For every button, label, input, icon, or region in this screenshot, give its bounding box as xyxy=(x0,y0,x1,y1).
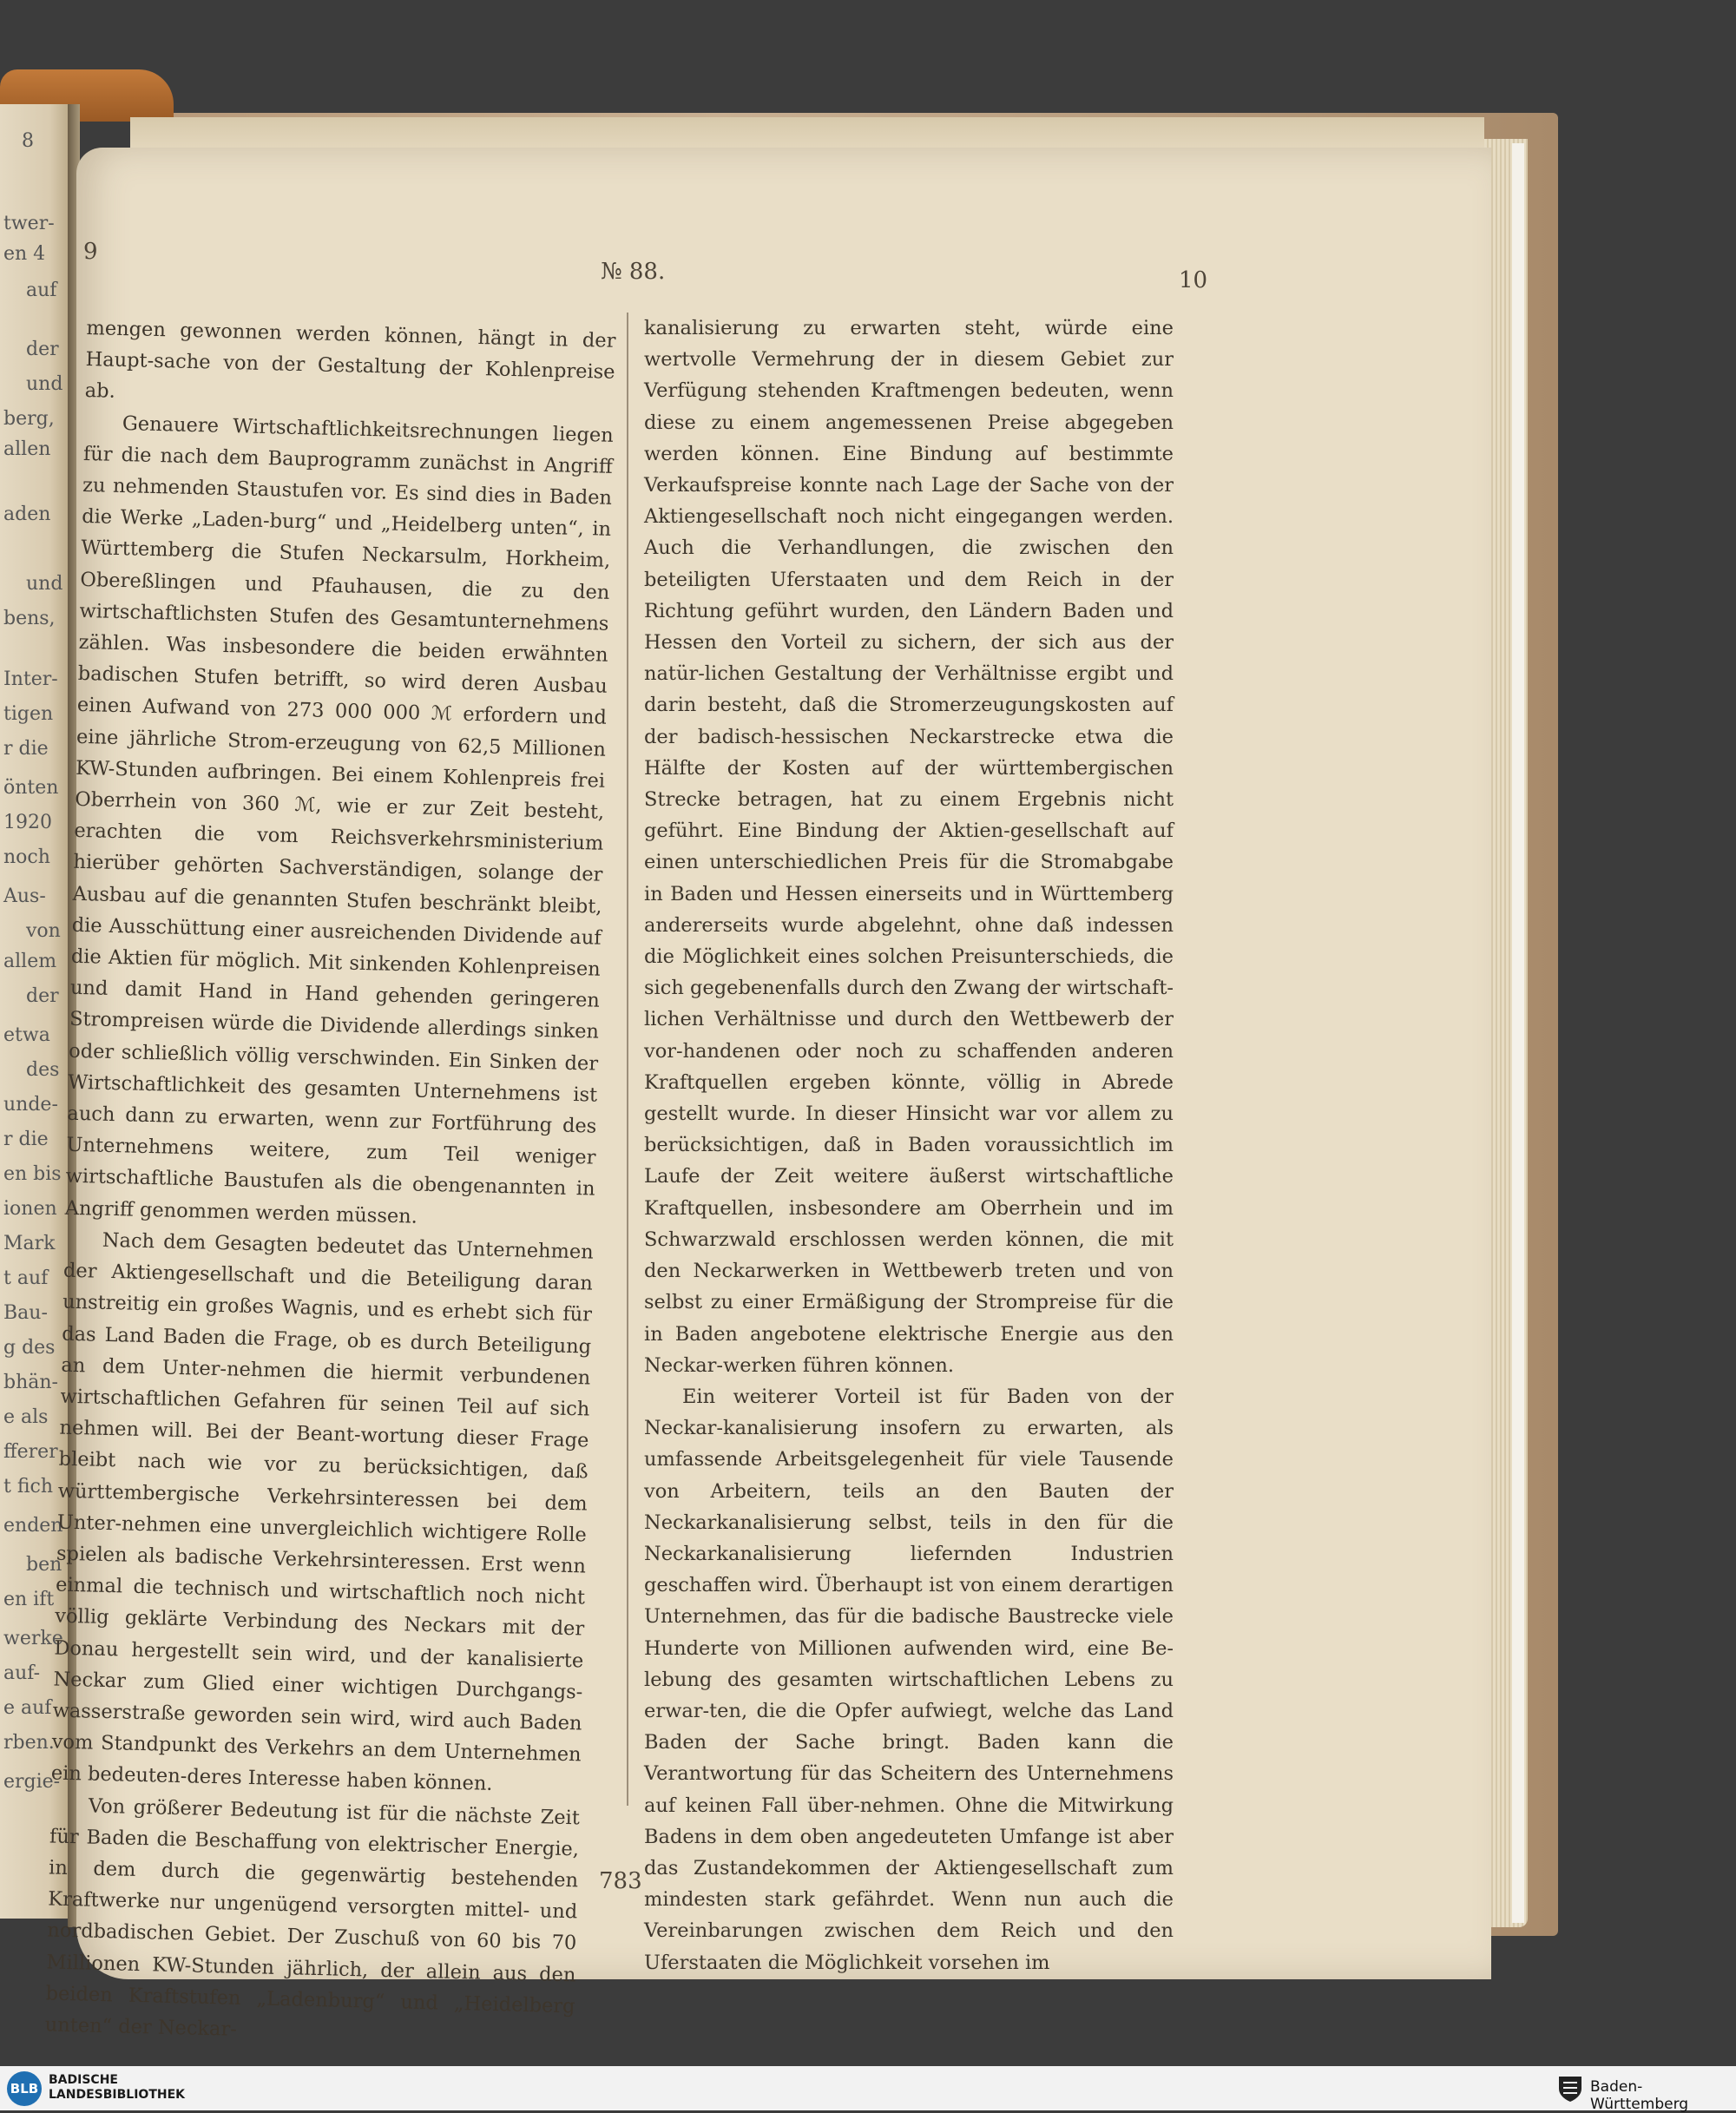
left-page-text-fragment: Aus- xyxy=(3,885,46,907)
left-page-text-fragment: werke xyxy=(3,1628,63,1649)
left-page-text-fragment: Bau- xyxy=(3,1302,48,1324)
left-page-text-fragment: en bis xyxy=(3,1163,62,1185)
left-page-text-fragment: r die xyxy=(3,1129,49,1150)
left-page-text-fragment: Inter- xyxy=(3,668,58,690)
left-page-text-fragment: e auf xyxy=(3,1697,52,1719)
library-banner xyxy=(0,2066,1736,2113)
document-number: № 88. xyxy=(601,259,666,285)
text-column-right xyxy=(644,313,1174,1978)
left-page-text-fragment: önten xyxy=(3,777,59,799)
left-page-text-fragment: der xyxy=(26,339,59,360)
left-page-text-fragment: auf- xyxy=(3,1662,41,1684)
left-page-text-fragment: r die xyxy=(3,738,49,760)
paragraph: mengen gewonnen werden können, hängt in der Haupt-sache von der Gestaltung der Kohlenpreise ab. xyxy=(84,316,616,404)
blb-name-line2: LANDESBIBLIOTHEK xyxy=(49,2088,186,2102)
left-page-text-fragment: en 4 xyxy=(3,243,46,265)
blb-logo[interactable]: BLB xyxy=(7,2071,42,2106)
left-page-text-fragment: tigen xyxy=(3,703,54,725)
left-page-text-fragment: allem xyxy=(3,951,57,972)
text-column-left xyxy=(44,313,615,2053)
left-page-text-fragment: etwa xyxy=(3,1024,50,1046)
left-page-text-fragment: auf xyxy=(26,280,57,301)
left-page-text-fragment: allen xyxy=(3,438,51,460)
page-footer-number: 783 xyxy=(599,1868,642,1894)
left-page-text-fragment: t auf xyxy=(3,1267,49,1289)
left-page-text-fragment: bens, xyxy=(3,608,56,629)
blb-name[interactable] xyxy=(49,2073,185,2103)
left-page-text-fragment: der xyxy=(26,985,59,1007)
baden-wuerttemberg-label[interactable]: Baden-Württemberg xyxy=(1590,2078,1689,2113)
paragraph: Nach dem Gesagten bedeutet das Unternehmen der Aktiengesellschaft und die Beteiligung daran unstreitig ein großes Wagnis, und es erhebt sich für das Land Baden die Frage, ob es durch Beteiligung an dem Unter-nehmen die hiermit verbundenen wirtschaftlichen Gefahren für seinen Teil auf sich nehmen will. Bei der Beant-wortung dieser Frage bleibt nach wie vor zu berücksichtigen, daß württembergische Verkehrsinteressen bei dem Unter-nehmen eine unvergleichlich wichtigere Rolle spielen als badische Verkehrsinteressen. Erst wenn einmal die technisch und wirtschaftlich noch nicht völlig geklärte Verbindung des Neckars mit der Donau hergestellt sein wird, und der kanalisierte Neckar zum Glied einer wichtigen Durchgangs-wasserstraße geworden sein wird, wird auch Baden vom Standpunkt des Verkehrs an dem Unternehmen ein bedeuten-deres Interesse haben können. xyxy=(50,1228,595,1796)
left-page-text-fragment: twer- xyxy=(3,213,55,234)
left-page-text-fragment: von xyxy=(26,920,61,942)
left-page-text-fragment: rben. xyxy=(3,1732,55,1754)
left-page-text-fragment: noch xyxy=(3,846,50,868)
left-page-text-fragment: 1920 xyxy=(3,812,52,833)
page-edge-strip xyxy=(1512,143,1524,1923)
left-page-text-fragment: des xyxy=(26,1059,60,1081)
page-number-left: 9 xyxy=(83,239,98,265)
left-page-text-fragment: g des xyxy=(3,1337,56,1359)
left-page-text-fragment: berg, xyxy=(3,408,55,430)
left-page-text-fragment: und xyxy=(26,573,63,595)
left-page-text-fragment: ionen xyxy=(3,1198,57,1220)
left-page-text-fragment: aden xyxy=(3,504,51,525)
column-divider xyxy=(627,313,628,1806)
left-page-text-fragment: unde- xyxy=(3,1094,58,1116)
left-page-text-fragment: 8 xyxy=(22,130,34,152)
left-page-text-fragment: e als xyxy=(3,1406,49,1428)
paragraph: Von größerer Bedeutung ist für die nächste Zeit für Baden die Beschaffung von elektrischer Energie, in dem durch die gegenwärtig bestehenden Kraftwerke nur ungenügend versorgten mittel- und nordbadischen Gebiet. Der Zuschuß von 60 bis 70 Millionen KW-Stunden jährlich, der allein aus den beiden Kraftstufen „Ladenburg“ und „Heidelberg unten“ der Neckar- xyxy=(44,1794,581,2041)
left-page-text-fragment: enden xyxy=(3,1515,63,1537)
left-page-text-fragment: bhän- xyxy=(3,1372,58,1393)
left-page-text-fragment: und xyxy=(26,373,63,395)
blb-name-line1: BADISCHE xyxy=(49,2073,118,2087)
paragraph: Ein weiterer Vorteil ist für Baden von der Neckar-kanalisierung insofern zu erwarten, als umfassende Arbeitsgelegenheit für viele Tausende von Arbeitern, teils an den Bauten der Neckarkanalisierung selbst, teils in den für die Neckarkanalisierung liefernden Industrien geschaffen wird. Überhaupt ist von einem derartigen Unternehmen, das für die badische Baustrecke viele Hunderte von Millionen aufwenden wird, eine Be-lebung des gesamten wirtschaftlichen Lebens zu erwar-ten, die die Opfer aufwiegt, welche das Land Baden der Sache bringt. Baden kann die Verantwortung für das Scheitern des Unternehmens auf keinen Fall über-nehmen. Ohne die Mitwirkung Badens in dem oben angedeuteten Umfange ist aber das Zustandekommen der Aktiengesellschaft zum mindesten stark gefährdet. Wenn nun auch die Vereinbarungen zwischen dem Reich und den Uferstaaten die Möglichkeit vorsehen im xyxy=(644,1385,1174,1974)
left-page-text-fragment: fferer xyxy=(3,1441,58,1463)
page-number-right: 10 xyxy=(1179,267,1208,293)
paragraph: kanalisierung zu erwarten steht, würde eine wertvolle Vermehrung der in diesem Gebiet zur Verfügung stehenden Kraftmengen bedeuten, wenn diese zu einem angemessenen Preise abgegeben werden können. Eine Bindung auf bestimmte Verkaufspreise konnte nach Lage der Sache von der Aktiengesellschaft noch nicht eingegangen werden. Auch die Verhandlungen, die zwischen den beteiligten Uferstaaten und dem Reich in der Richtung geführt wurden, den Ländern Baden und Hessen den Vorteil zu sichern, der sich aus der natür-lichen Gestaltung der Verhältnisse ergibt und darin besteht, daß die Stromerzeugungskosten auf der badisch-hessischen Neckarstrecke etwa die Hälfte der Kosten auf der württembergischen Strecke betragen, hat zu einem Ergebnis nicht geführt. Eine Bindung der Aktien-gesellschaft auf einen unterschiedlichen Preis für die Stromabgabe in Baden und Hessen einerseits und in Württemberg andererseits wurde abgelehnt, ohne daß indessen die Möglichkeit eines solchen Preisunterschieds, die sich gegebenenfalls durch den Zwang der wirtschaft-lichen Verhältnisse und durch den Wettbewerb der vor-handenen oder noch zu schaffenden anderen Kraftquellen ergeben könnte, völlig in Abrede gestellt wurde. In dieser Hinsicht war vor allem zu berücksichtigen, daß in Baden voraussichtlich im Laufe der Zeit weitere äußerst wirtschaftliche Kraftquellen, insbesondere am Oberrhein und im Schwarzwald erschlossen werden können, die mit den Neckarwerken in Wettbewerb treten und von selbst zu einer Ermäßigung der Strompreise für die in Baden angebotene elektrische Energie aus den Neckar-werken führen können. xyxy=(644,317,1174,1377)
coat-of-arms-icon xyxy=(1555,2075,1585,2103)
paragraph: Genauere Wirtschaftlichkeitsrechnungen liegen für die nach dem Bauprogramm zunächst in Angriff zu nehmenden Staustufen vor. Es sind dies in Baden die Werke „Laden-burg“ und „Heidelberg unten“, in Württemberg die Stufen Neckarsulm, Horkheim, Obereßlingen und Pfauhausen, die zu den wirtschaftlichsten Stufen des Gesamtunternehmens zählen. Was insbesondere die beiden erwähnten badischen Stufen betrifft, so wird deren Ausbau einen Aufwand von 273 000 000 ℳ erfordern und eine jährliche Strom-erzeugung von 62,5 Millionen KW-Stunden aufbringen. Bei einem Kohlenpreis frei Oberrhein von 360 ℳ, wie er zur Zeit besteht, erachten die vom Reichsverkehrsministerium hierüber gehörten Sachverständigen, solange der Ausbau auf die genannten Stufen beschränkt bleibt, die Ausschüttung einer ausreichenden Dividende auf die Aktien für möglich. Mit sinkenden Kohlenpreisen und damit Hand in Hand gehenden geringeren Strompreisen würde die Dividende allerdings sinken oder schließlich völlig verschwinden. Ein Sinken der Wirtschaftlichkeit des gesamten Unternehmens ist auch dann zu erwarten, wenn zur Fortführung des Unternehmens weitere, zum Teil weniger wirtschaftliche Baustufen als die obengenannten in Angriff genommen werden müssen. xyxy=(64,411,615,1228)
left-page-text-fragment: ben xyxy=(26,1554,62,1576)
left-page-text-fragment: ergie- xyxy=(3,1771,61,1793)
left-page-text-fragment: Mark xyxy=(3,1233,56,1254)
left-page-text-fragment: t fich xyxy=(3,1476,53,1498)
left-page-text-fragment: en ift xyxy=(3,1589,55,1610)
